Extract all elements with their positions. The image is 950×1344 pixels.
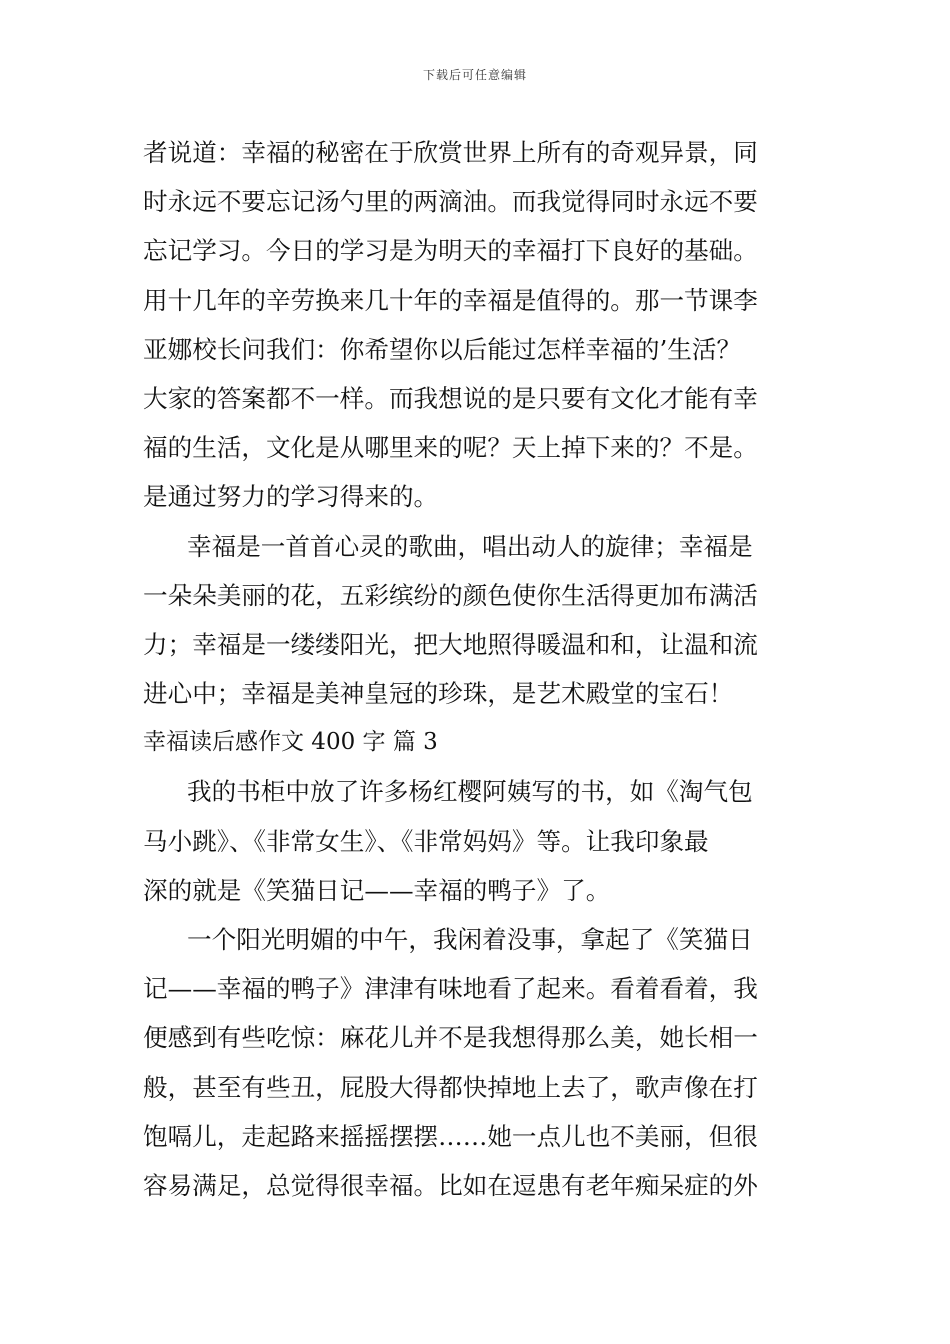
text-line: 用十几年的辛劳换来几十年的幸福是值得的。那一节课李 bbox=[143, 285, 758, 315]
text-line: 大家的答案都不一样。而我想说的是只要有文化才能有幸 bbox=[143, 383, 758, 413]
text-line: 深的就是《笑猫日记——幸福的鸭子》了。 bbox=[143, 875, 611, 905]
text-line: 饱嗝儿，走起路来摇摇摆摆……她一点儿也不美丽，但很 bbox=[143, 1121, 758, 1151]
header-note: 下载后可任意编辑 bbox=[422, 68, 527, 82]
text-line: 便感到有些吃惊：麻花儿并不是我想得那么美，她长相一 bbox=[143, 1023, 758, 1053]
text-line: 是通过努力的学习得来的。 bbox=[143, 482, 439, 512]
text-line: 力；幸福是一缕缕阳光，把大地照得暖温和和，让温和流 bbox=[143, 629, 758, 659]
text-line: 般，甚至有些丑，屁股大得都快掉地上去了，歌声像在打 bbox=[143, 1072, 758, 1102]
text-line: 一个阳光明媚的中午，我闲着没事，拿起了《笑猫日 bbox=[187, 925, 753, 954]
text-line: 幸福是一首首心灵的歌曲，唱出动人的旋律；幸福是 bbox=[187, 531, 753, 561]
text-line: 忘记学习。今日的学习是为明天的幸福打下良好的基础。 bbox=[143, 236, 758, 266]
text-line: 马小跳》、《非常女生》、《非常妈妈》等。让我印象最 bbox=[143, 826, 709, 856]
text-line: 容易满足，总觉得很幸福。比如在逗患有老年痴呆症的外 bbox=[143, 1170, 758, 1200]
text-line: 我的书柜中放了许多杨红樱阿姨写的书，如《淘气包 bbox=[187, 777, 753, 807]
text-line: 记——幸福的鸭子》津津有味地看了起来。看着看着，我 bbox=[143, 974, 758, 1004]
text-line: 一朵朵美丽的花，五彩缤纷的颜色使你生活得更加布满活 bbox=[143, 580, 758, 610]
document-body bbox=[143, 128, 807, 1210]
text-line: 时永远不要忘记汤勺里的两滴油。而我觉得同时永远不要 bbox=[143, 187, 758, 217]
text-line: 亚娜校长问我们：你希望你以后能过怎样幸福的’生活？ bbox=[143, 334, 742, 364]
section-heading: 幸福读后感作文 400 字 篇 3 bbox=[143, 729, 438, 756]
text-line: 者说道：幸福的秘密在于欣赏世界上所有的奇观异景，同 bbox=[143, 138, 758, 167]
text-line: 进心中；幸福是美神皇冠的珍珠，是艺术殿堂的宝石！ bbox=[143, 679, 734, 709]
text-line: 福的生活，文化是从哪里来的呢？天上掉下来的？不是。 bbox=[143, 433, 758, 463]
